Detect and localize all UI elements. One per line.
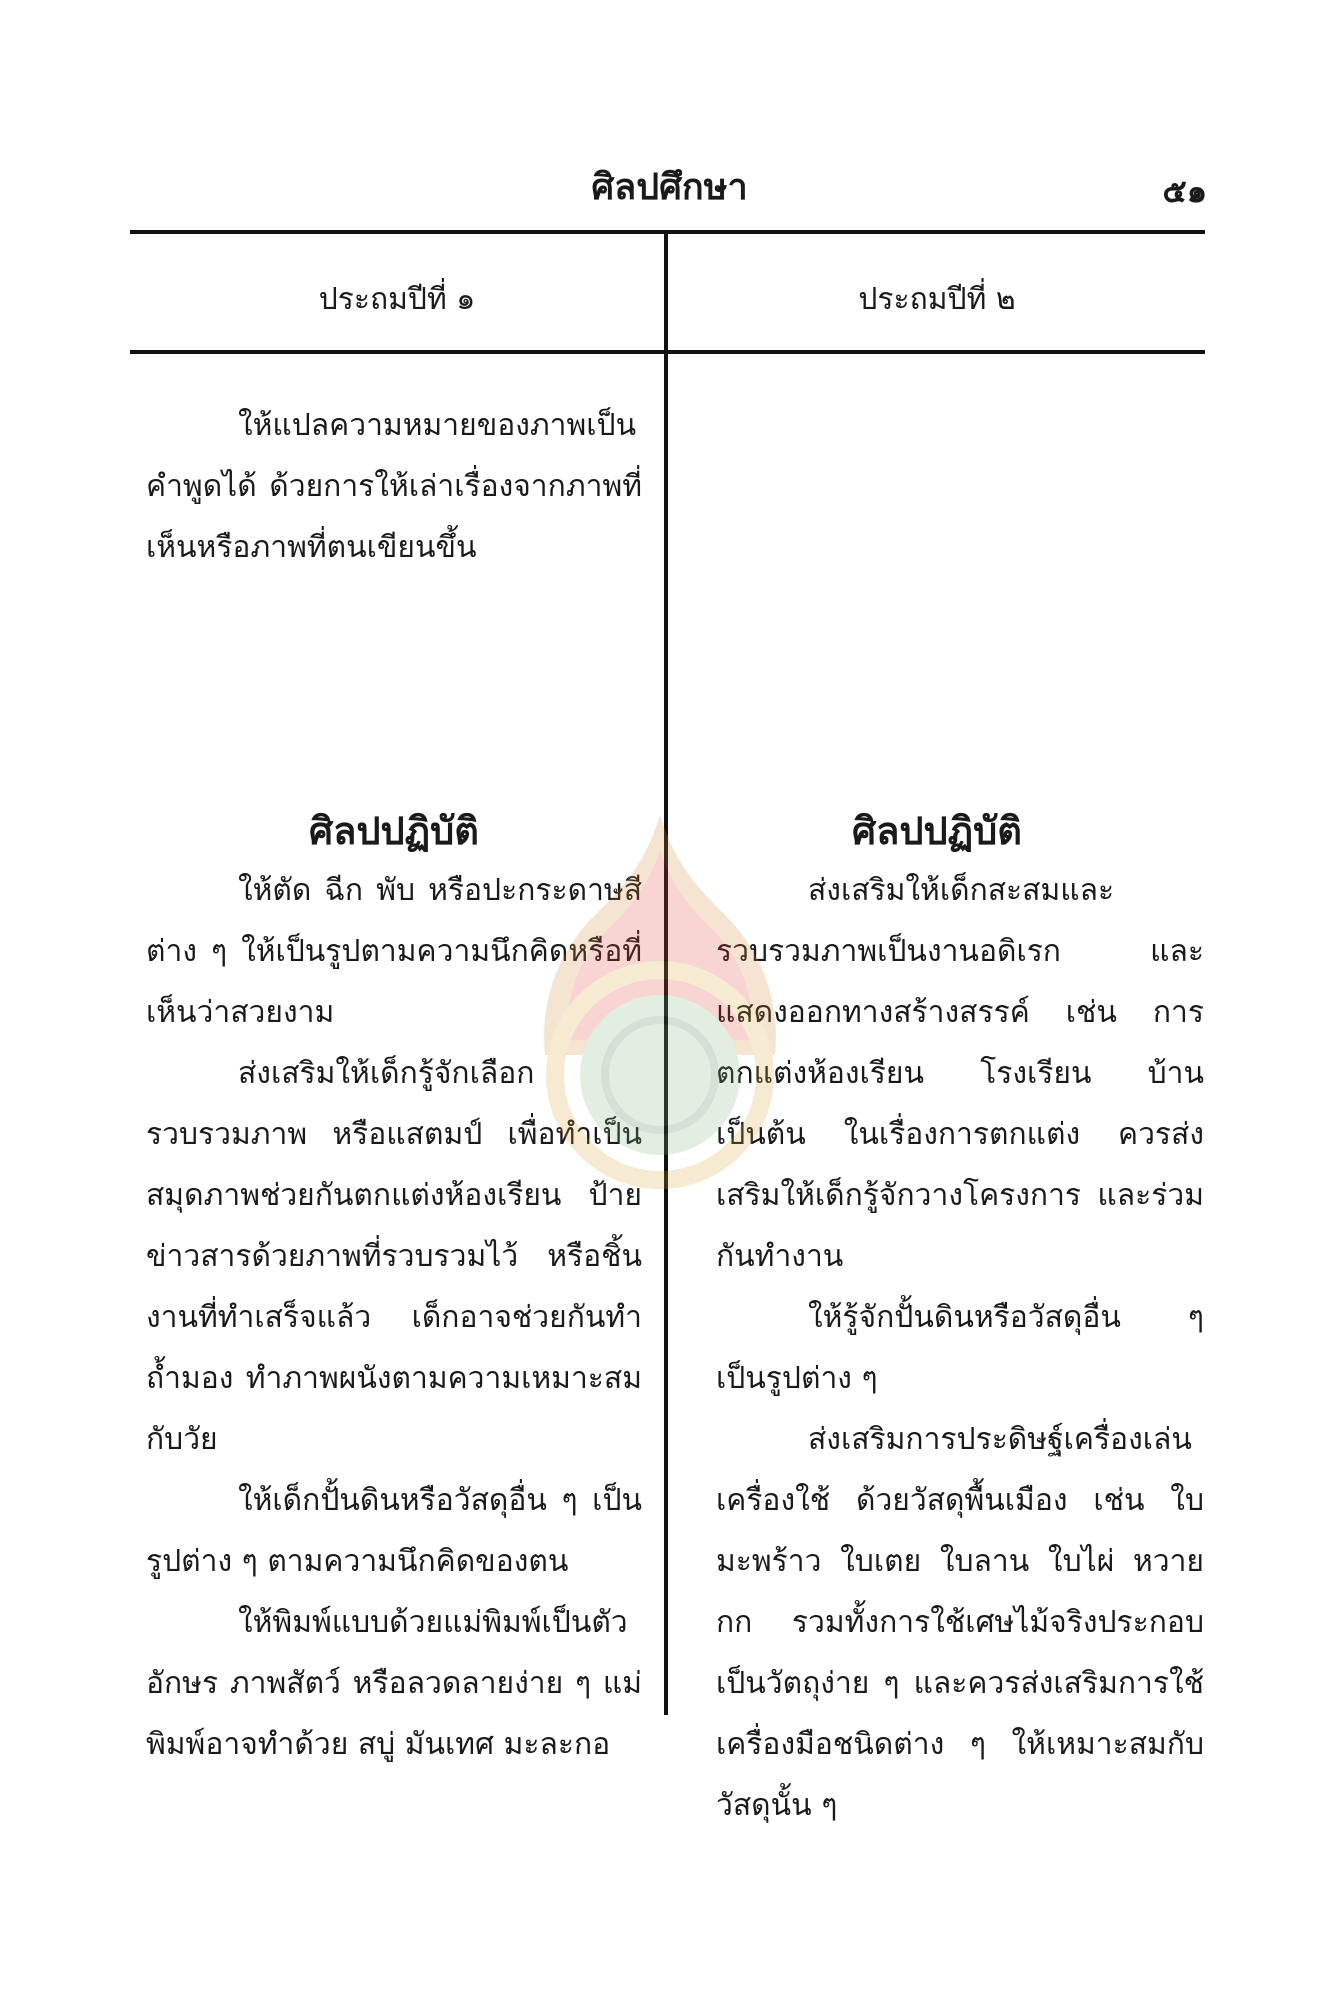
left-body bbox=[146, 860, 642, 1775]
left-paragraph: ให้เด็กปั้นดินหรือวัสดุอื่น ๆ เป็นรูปต่าง ๆ ตามความนึกคิดของตน bbox=[146, 1483, 642, 1579]
right-paragraph: ส่งเสริมการประดิษฐ์เครื่องเล่น เครื่องใช้ ด้วยวัสดุพื้นเมือง เช่น ใบมะพร้าว ใบเตย ใบลาน ใบไผ่ หวาย กก รวมทั้งการใช้เศษไม้จริงประกอบเป็นวัตถุง่าย ๆ และควรส่งเสริมการใช้เครื่องมือชนิดต่าง ๆ ให้เหมาะสมกับวัสดุนั้น ๆ bbox=[716, 1422, 1204, 1823]
page-title: ศิลปศึกษา bbox=[591, 166, 748, 208]
column-heading-left: ประถมปีที่ ๑ bbox=[318, 282, 476, 317]
left-section-heading: ศิลปปฏิบัติ bbox=[309, 808, 479, 853]
right-paragraph: ให้รู้จักปั้นดินหรือวัสดุอื่น ๆ เป็นรูปต่าง ๆ bbox=[716, 1300, 1204, 1396]
left-paragraph: ส่งเสริมให้เด็กรู้จักเลือก รวบรวมภาพ หรือแสตมป์ เพื่อทำเป็นสมุดภาพช่วยกันตกแต่งห้องเรียน ป้ายข่าวสารด้วยภาพที่รวบรวมไว้ หรือชิ้นงานที่ทำเสร็จแล้ว เด็กอาจช่วยกันทำถ้ำมอง ทำภาพผนังตามความเหมาะสมกับวัย bbox=[146, 1056, 642, 1457]
column-divider bbox=[664, 230, 668, 1715]
page-number: ๕๑ bbox=[1162, 172, 1207, 210]
right-section-heading: ศิลปปฏิบัติ bbox=[852, 808, 1022, 853]
left-intro bbox=[146, 395, 642, 578]
column-heading-right: ประถมปีที่ ๒ bbox=[858, 282, 1016, 317]
right-paragraph: ส่งเสริมให้เด็กสะสมและรวบรวมภาพเป็นงานอดิเรก และแสดงออกทางสร้างสรรค์ เช่น การตกแต่งห้องเรียน โรงเรียน บ้าน เป็นต้น ในเรื่องการตกแต่ง ควรส่งเสริมให้เด็กรู้จักวางโครงการ และร่วมกันทำงาน bbox=[716, 873, 1204, 1274]
right-body bbox=[716, 860, 1204, 1836]
left-paragraph: ให้ตัด ฉีก พับ หรือปะกระดาษสีต่าง ๆ ให้เป็นรูปตามความนึกคิดหรือที่เห็นว่าสวยงาม bbox=[146, 873, 642, 1030]
left-paragraph: ให้พิมพ์แบบด้วยแม่พิมพ์เป็นตัวอักษร ภาพสัตว์ หรือลวดลายง่าย ๆ แม่พิมพ์อาจทำด้วย สบู่ มันเทศ มะละกอ bbox=[146, 1605, 642, 1762]
left-intro-paragraph: ให้แปลความหมายของภาพเป็นคำพูดได้ ด้วยการให้เล่าเรื่องจากภาพที่เห็นหรือภาพที่ตนเขียนขึ้น bbox=[146, 408, 642, 565]
